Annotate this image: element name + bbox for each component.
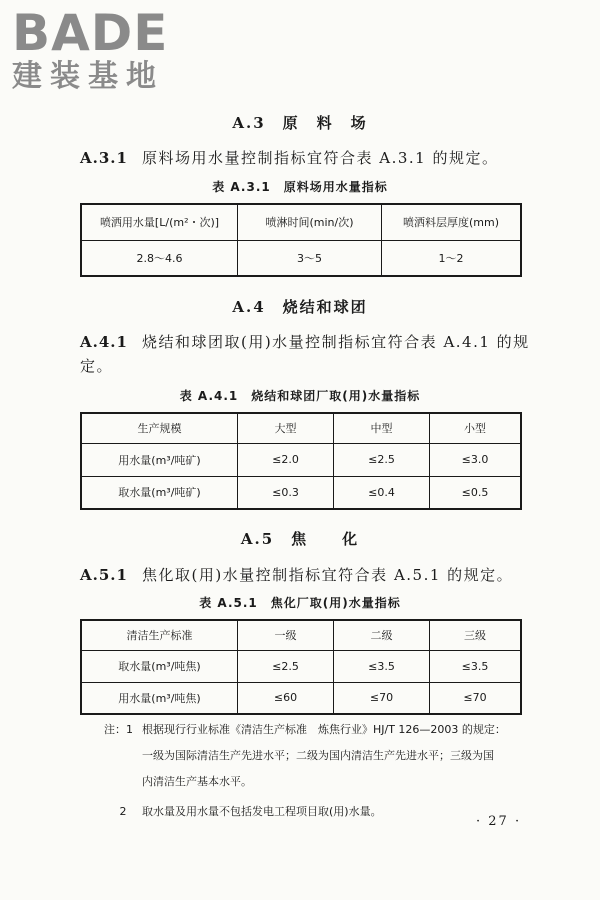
- table-a5-1-caption: 表 A.5.1 焦化厂取(用)水量指标: [199, 596, 401, 610]
- note-1-line-1: 根据现行行业标准《清洁生产标准 炼焦行业》HJ/T 126—2003 的规定：: [142, 723, 506, 736]
- table-row: [81, 443, 521, 476]
- clause-a4-1: [80, 330, 530, 378]
- note-1-label: 注：1: [104, 723, 133, 736]
- clause-a3-1-text: 原料场用水量控制指标宜符合表 A.3.1 的规定。: [141, 149, 499, 167]
- table-a5-1: [80, 619, 522, 715]
- table-cell: 取水量(m³/吨焦): [81, 650, 238, 682]
- table-cell: 用水量(m³/吨矿): [81, 443, 238, 476]
- header-cell: 喷洒料层厚度(mm): [382, 204, 522, 240]
- table-cell: ≤0.3: [238, 476, 334, 509]
- clause-a3-1: [80, 146, 530, 170]
- clause-a3-1-number: A.3.1: [80, 149, 128, 167]
- note-indent: [104, 743, 142, 769]
- header-cell: 喷洒用水量[L/(m²・次)]: [81, 204, 238, 240]
- header-cell: 二级: [334, 620, 430, 650]
- table-cell: ≤3.0: [430, 443, 522, 476]
- header-cell: 大型: [238, 413, 334, 443]
- section-a4-title: A.4 烧结和球团: [232, 298, 368, 316]
- header-cell: 一级: [238, 620, 334, 650]
- table-cell: ≤2.0: [238, 443, 334, 476]
- table-cell: ≤0.4: [334, 476, 430, 509]
- clause-a4-1-text: 烧结和球团取(用)水量控制指标宜符合表 A.4.1 的规定。: [80, 333, 530, 375]
- logo-wordmark: BADE: [12, 4, 169, 62]
- table-row: [81, 240, 521, 276]
- table-a3-1-caption: 表 A.3.1 原料场用水量指标: [212, 180, 388, 194]
- table-a4-1-caption: 表 A.4.1 烧结和球团厂取(用)水量指标: [179, 389, 421, 403]
- table-row: [81, 682, 521, 714]
- table-cell: 3～5: [238, 240, 382, 276]
- table-row: [81, 650, 521, 682]
- section-a3-title: A.3 原 料 场: [232, 114, 368, 132]
- note-1-continued: [104, 743, 544, 769]
- header-cell: 小型: [430, 413, 522, 443]
- table-cell: ≤0.5: [430, 476, 522, 509]
- table-header-row: [81, 620, 521, 650]
- clause-a5-1: [80, 563, 530, 587]
- table-cell: ≤2.5: [334, 443, 430, 476]
- table-row: [81, 476, 521, 509]
- note-1: [104, 717, 544, 743]
- header-cell: 清洁生产标准: [81, 620, 238, 650]
- section-a5-title: A.5 焦 化: [240, 530, 360, 548]
- note-indent: [104, 769, 142, 795]
- table-cell: 用水量(m³/吨焦): [81, 682, 238, 714]
- note-2-label: 2: [119, 805, 127, 818]
- table-cell: 2.8～4.6: [81, 240, 238, 276]
- table-notes: [104, 717, 544, 825]
- logo: [12, 4, 182, 94]
- table-cell: ≤70: [334, 682, 430, 714]
- table-header-row: [81, 413, 521, 443]
- table-header-row: [81, 204, 521, 240]
- logo-subtitle: 建装基地: [12, 59, 164, 94]
- clause-a5-1-text: 焦化取(用)水量控制指标宜符合表 A.5.1 的规定。: [141, 566, 514, 584]
- note-1-line-3: 内清洁生产基本水平。: [142, 775, 252, 788]
- clause-a4-1-number: A.4.1: [80, 333, 128, 351]
- table-cell: ≤2.5: [238, 650, 334, 682]
- table-cell: 取水量(m³/吨矿): [81, 476, 238, 509]
- table-a3-1: [80, 203, 522, 277]
- page-number: · 27 ·: [476, 814, 522, 829]
- table-cell: ≤3.5: [430, 650, 522, 682]
- note-1-continued: [104, 769, 544, 795]
- table-cell: ≤3.5: [334, 650, 430, 682]
- table-a4-1: [80, 412, 522, 510]
- table-cell: ≤60: [238, 682, 334, 714]
- header-cell: 生产规模: [81, 413, 238, 443]
- table-cell: ≤70: [430, 682, 522, 714]
- note-2-text: 取水量及用水量不包括发电工程项目取(用)水量。: [142, 805, 382, 818]
- table-cell: 1～2: [382, 240, 522, 276]
- header-cell: 中型: [334, 413, 430, 443]
- clause-a5-1-number: A.5.1: [80, 566, 128, 584]
- note-1-line-2: 一级为国际清洁生产先进水平；二级为国内清洁生产先进水平；三级为国: [142, 749, 494, 762]
- header-cell: 三级: [430, 620, 522, 650]
- header-cell: 喷淋时间(min/次): [238, 204, 382, 240]
